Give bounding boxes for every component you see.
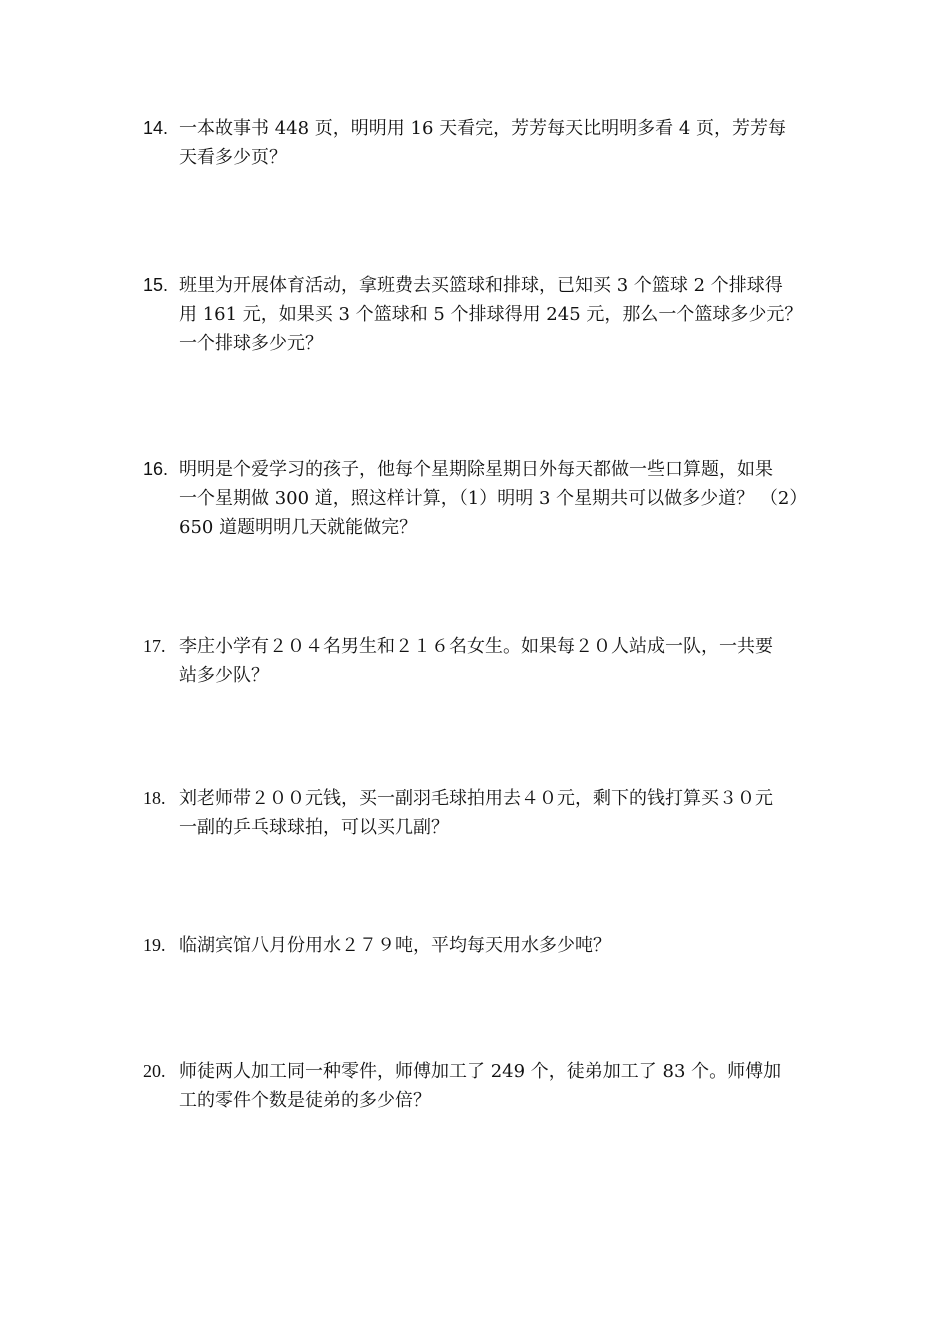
problem-text-line: 一副的乒乓球球拍，可以买几副？ <box>179 817 449 838</box>
problem-number: 14. <box>143 118 169 138</box>
problem-text-line: 李庄小学有２０４名男生和２１６名女生。如果每２０人站成一队，一共要 <box>179 636 773 657</box>
problem-text-line: 站多少队？ <box>179 665 269 686</box>
problem-text-line: 650 道题明明几天就能做完？ <box>179 517 418 538</box>
problem-number: 15. <box>143 275 169 295</box>
problem-number: 18. <box>143 788 166 808</box>
problem-text-line: 一本故事书 448 页，明明用 16 天看完，芳芳每天比明明多看 4 页，芳芳每 <box>179 118 787 139</box>
problem-text-line: 一个星期做 300 道，照这样计算，（1）明明 3 个星期共可以做多少道？ （2） <box>179 488 808 509</box>
problem-15 <box>143 271 813 358</box>
problem-text-line: 一个排球多少元？ <box>179 333 323 354</box>
problem-14 <box>143 114 813 172</box>
problem-text-line: 明明是个爱学习的孩子，他每个星期除星期日外每天都做一些口算题，如果 <box>179 459 773 480</box>
problem-number: 17. <box>143 636 166 656</box>
problem-text-line: 用 161 元，如果买 3 个篮球和 5 个排球得用 245 元，那么一个篮球多少元？ <box>179 304 803 325</box>
problem-number: 20. <box>143 1061 166 1081</box>
problem-number: 16. <box>143 459 169 479</box>
problem-text-line: 天看多少页？ <box>179 147 287 168</box>
problem-16 <box>143 455 813 542</box>
problem-text-line: 班里为开展体育活动，拿班费去买篮球和排球，已知买 3 个篮球 2 个排球得 <box>179 275 783 296</box>
problem-text-line: 师徒两人加工同一种零件，师傅加工了 249 个，徒弟加工了 83 个。师傅加 <box>179 1061 782 1082</box>
problem-text-line: 工的零件个数是徒弟的多少倍？ <box>179 1090 431 1111</box>
problem-17 <box>143 632 813 690</box>
problem-text-line: 刘老师带２００元钱，买一副羽毛球拍用去４０元，剩下的钱打算买３０元 <box>179 788 773 809</box>
problem-20 <box>143 1057 813 1115</box>
problem-number: 19. <box>143 935 166 955</box>
problem-19 <box>143 931 813 960</box>
problem-text-line: 临湖宾馆八月份用水２７９吨，平均每天用水多少吨？ <box>179 935 611 956</box>
problem-18 <box>143 784 813 842</box>
